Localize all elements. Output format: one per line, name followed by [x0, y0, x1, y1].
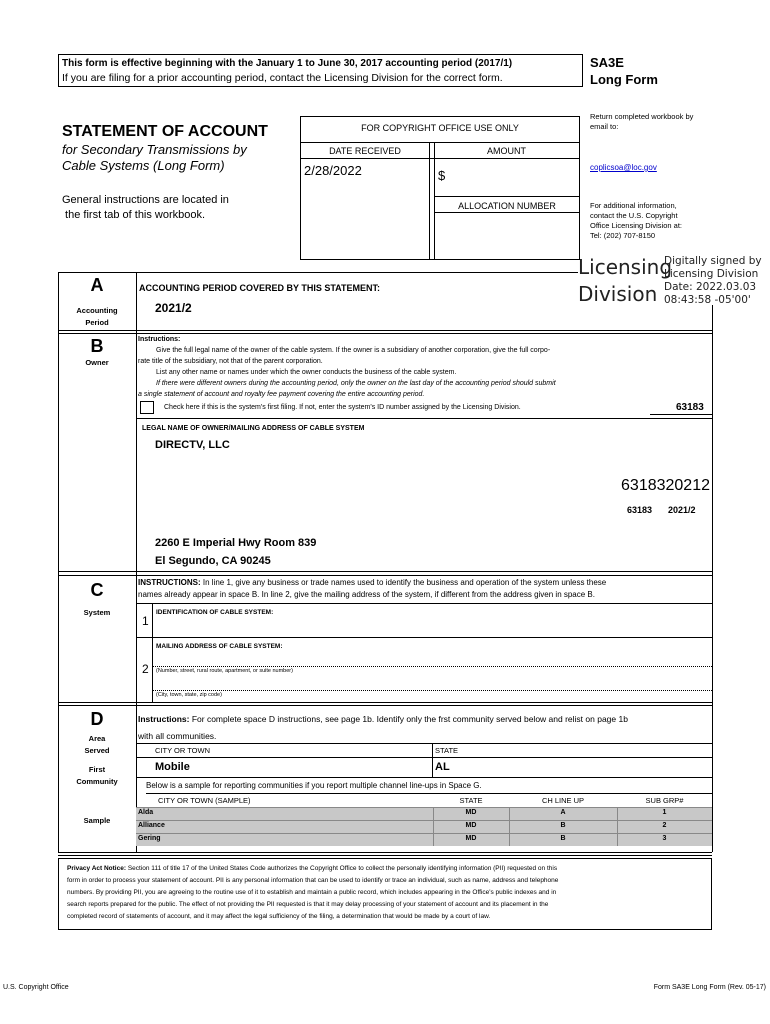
privacy-line-1 — [67, 865, 557, 872]
space-d-label-served: Served — [84, 746, 110, 755]
form-code: SA3E — [590, 55, 624, 70]
space-d-label-first: First — [88, 765, 106, 774]
first-filing-checkbox[interactable] — [140, 401, 154, 414]
amount-value[interactable]: $ — [438, 168, 446, 183]
space-d-label-sample: Sample — [83, 816, 111, 825]
space-b-instructions-heading: Instructions: — [138, 336, 181, 343]
privacy-line-5: completed record of statements of account, and it may affect the legal sufficiency of the filing, a determination that would be made by a court of law. — [67, 913, 491, 920]
owner-address-1[interactable]: 2260 E Imperial Hwy Room 839 — [155, 537, 317, 549]
space-d-instr-1 — [138, 714, 628, 724]
space-a-letter: A — [90, 275, 104, 295]
notice-line-2: If you are filing for a prior accounting period, contact the Licensing Division for the correct form. — [62, 72, 503, 84]
page-subtitle-1: for Secondary Transmissions by — [62, 142, 247, 157]
first-filing-text: Check here if this is the system's first filing. If not, enter the system's ID number assigned by the Licensing Division. — [164, 404, 521, 411]
space-c-line-1-number: 1 — [142, 614, 149, 628]
mailing-street-input[interactable] — [156, 652, 710, 666]
legal-name-label: LEGAL NAME OF OWNER/MAILING ADDRESS OF CABLE SYSTEM — [142, 425, 365, 432]
space-c-instructions-bold: INSTRUCTIONS: — [138, 578, 201, 587]
owner-code-value: 6318320212 — [621, 477, 710, 494]
space-c-instr-2: names already appear in space B. In line 2, give the mailing address of the system, if different from the address given in space B. — [138, 590, 595, 599]
privacy-line-3: numbers. By providing PII, you are agreeing to the routine use of it to establish and maintain a public record, which includes appearing in the Office's public indexes and in — [67, 889, 557, 896]
state-label: STATE — [435, 746, 459, 755]
return-text-2: email to: — [590, 122, 619, 131]
info-line-3: Office Licensing Division at: — [590, 221, 682, 230]
space-d-label-community: Community — [76, 777, 118, 786]
sample-note: Below is a sample for reporting communities if you report multiple channel line-ups in Space G. — [146, 781, 482, 790]
space-b-instr-4: If there were different owners during the accounting period, only the owner on the last day of the accounting period should submit — [156, 380, 556, 387]
sample-header-cell: SUB GRP# — [645, 796, 684, 805]
general-instructions-1: General instructions are located in — [62, 194, 229, 206]
space-b-label: Owner — [85, 358, 109, 367]
space-c-instr-1-text: In line 1, give any business or trade names used to identify the business and operation of the system unless these — [200, 578, 607, 587]
sample-cell: Alda — [138, 809, 154, 816]
signature-line-4: 08:43:58 -05'00' — [664, 294, 751, 306]
system-id-value[interactable]: 63183 — [676, 402, 704, 413]
sample-header-cell: CITY OR TOWN (SAMPLE) — [158, 796, 251, 805]
first-community-city[interactable]: Mobile — [155, 761, 190, 773]
page-subtitle-2: Cable Systems (Long Form) — [62, 158, 225, 173]
return-text-1: Return completed workbook by — [590, 112, 694, 121]
email-link[interactable]: coplicsoa@loc.gov — [590, 163, 657, 172]
date-received-label: DATE RECEIVED — [329, 146, 401, 156]
footer-right: Form SA3E Long Form (Rev. 05-17) — [653, 984, 766, 991]
sample-col-divider — [617, 807, 618, 846]
cable-system-id-label: IDENTIFICATION OF CABLE SYSTEM: — [156, 609, 274, 616]
sample-cell: MD — [465, 822, 477, 829]
owner-code-id: 63183 — [627, 505, 653, 515]
space-c-letter: C — [90, 580, 104, 600]
accounting-period-value[interactable]: 2021/2 — [155, 301, 192, 315]
sample-col-divider — [509, 807, 510, 846]
sample-cell: 2 — [662, 822, 667, 829]
privacy-bold: Privacy Act Notice: — [67, 865, 127, 872]
mailing-address-label: MAILING ADDRESS OF CABLE SYSTEM: — [156, 643, 283, 650]
sample-cell: MD — [465, 809, 477, 816]
mailing-city-hint: (City, town, state, zip code) — [156, 692, 222, 698]
amount-label: AMOUNT — [487, 146, 526, 156]
office-use-box — [300, 116, 580, 260]
mailing-street-hint: (Number, street, rural route, apartment, or suite number) — [156, 668, 293, 674]
signature-word-1: Licensing — [578, 255, 673, 279]
space-d-instr-1-text: For complete space D instructions, see page 1b. Identify only the frst community served below and relist on page 1b — [189, 714, 628, 724]
space-b-instr-2: rate title of the subsidiary, not that of the parent corporation. — [138, 358, 323, 365]
sample-cell: 1 — [662, 809, 667, 816]
sample-cell: Gering — [138, 835, 161, 842]
space-d-label-area: Area — [88, 734, 106, 743]
space-a-label-2: Period — [85, 318, 109, 327]
privacy-line-4: search reports prepared for the public. The effect of not providing the PII requested is that it may delay processing of your statement of account and its placement in the — [67, 901, 549, 908]
info-line-2: contact the U.S. Copyright — [590, 211, 678, 220]
space-d-instructions-bold: Instructions: — [138, 714, 190, 724]
form-right-border — [712, 305, 713, 852]
space-a-label-1: Accounting — [76, 306, 118, 315]
owner-code-period: 2021/2 — [668, 505, 696, 515]
signature-word-2: Division — [578, 282, 658, 306]
space-b-instr-5: a single statement of account and royalty fee payment covering the entire accounting period. — [138, 391, 425, 398]
general-instructions-2: the first tab of this workbook. — [62, 209, 206, 221]
space-b-instr-3: List any other name or names under which the owner conducts the business of the cable system. — [156, 369, 457, 376]
space-c-instr-1 — [138, 578, 606, 587]
accounting-period-heading: ACCOUNTING PERIOD COVERED BY THIS STATEMENT: — [139, 283, 381, 293]
page-title: STATEMENT OF ACCOUNT — [62, 123, 268, 140]
date-received-value[interactable]: 2/28/2022 — [304, 163, 362, 178]
form-type: Long Form — [590, 72, 658, 87]
notice-line-1: This form is effective beginning with the January 1 to June 30, 2017 accounting period (2017/1) — [62, 58, 513, 69]
info-line-4: Tel: (202) 707-8150 — [590, 231, 656, 240]
space-b-instr-1: Give the full legal name of the owner of the cable system. If the owner is a subsidiary of another corporation, give the full corpo- — [156, 347, 551, 354]
space-d-instr-2: with all communities. — [138, 731, 217, 741]
space-c-label: System — [83, 608, 111, 617]
mailing-city-input[interactable] — [156, 677, 710, 689]
cable-system-id-input[interactable] — [156, 618, 710, 636]
sample-cell: B — [560, 822, 566, 829]
first-community-state[interactable]: AL — [435, 761, 450, 773]
footer-left: U.S. Copyright Office — [3, 984, 69, 991]
space-d-letter: D — [90, 709, 104, 729]
sample-header-cell: STATE — [459, 796, 483, 805]
allocation-number-label: ALLOCATION NUMBER — [458, 201, 556, 211]
sample-cell: B — [560, 835, 566, 842]
sample-cell: MD — [465, 835, 477, 842]
sample-cell: 3 — [662, 835, 667, 842]
owner-address-2[interactable]: El Segundo, CA 90245 — [155, 555, 271, 567]
signature-line-2: Licensing Division — [664, 268, 759, 280]
privacy-line-2: form in order to process your statement of account. PII is any personal information that can be used to identify or trace an individual, such as name, address and telephone — [67, 877, 559, 884]
office-use-heading: FOR COPYRIGHT OFFICE USE ONLY — [361, 123, 519, 133]
info-line-1: For additional information, — [590, 201, 677, 210]
space-b-letter: B — [90, 336, 104, 356]
city-label: CITY OR TOWN — [155, 746, 211, 755]
space-c-line-2-number: 2 — [142, 662, 149, 676]
sample-col-divider — [433, 807, 434, 846]
sample-table — [136, 794, 712, 850]
signature-line-1: Digitally signed by — [664, 255, 762, 267]
signature-line-3: Date: 2022.03.03 — [664, 281, 757, 293]
sample-header-cell: CH LINE UP — [541, 796, 585, 805]
sample-cell: A — [560, 809, 566, 816]
sample-cell: Alliance — [138, 822, 165, 829]
owner-name-value[interactable]: DIRECTV, LLC — [155, 439, 230, 451]
privacy-line-1-text: Section 111 of title 17 of the United States Code authorizes the Copyright Office to collect the personally identifying information (PII) requested on this — [126, 865, 558, 872]
